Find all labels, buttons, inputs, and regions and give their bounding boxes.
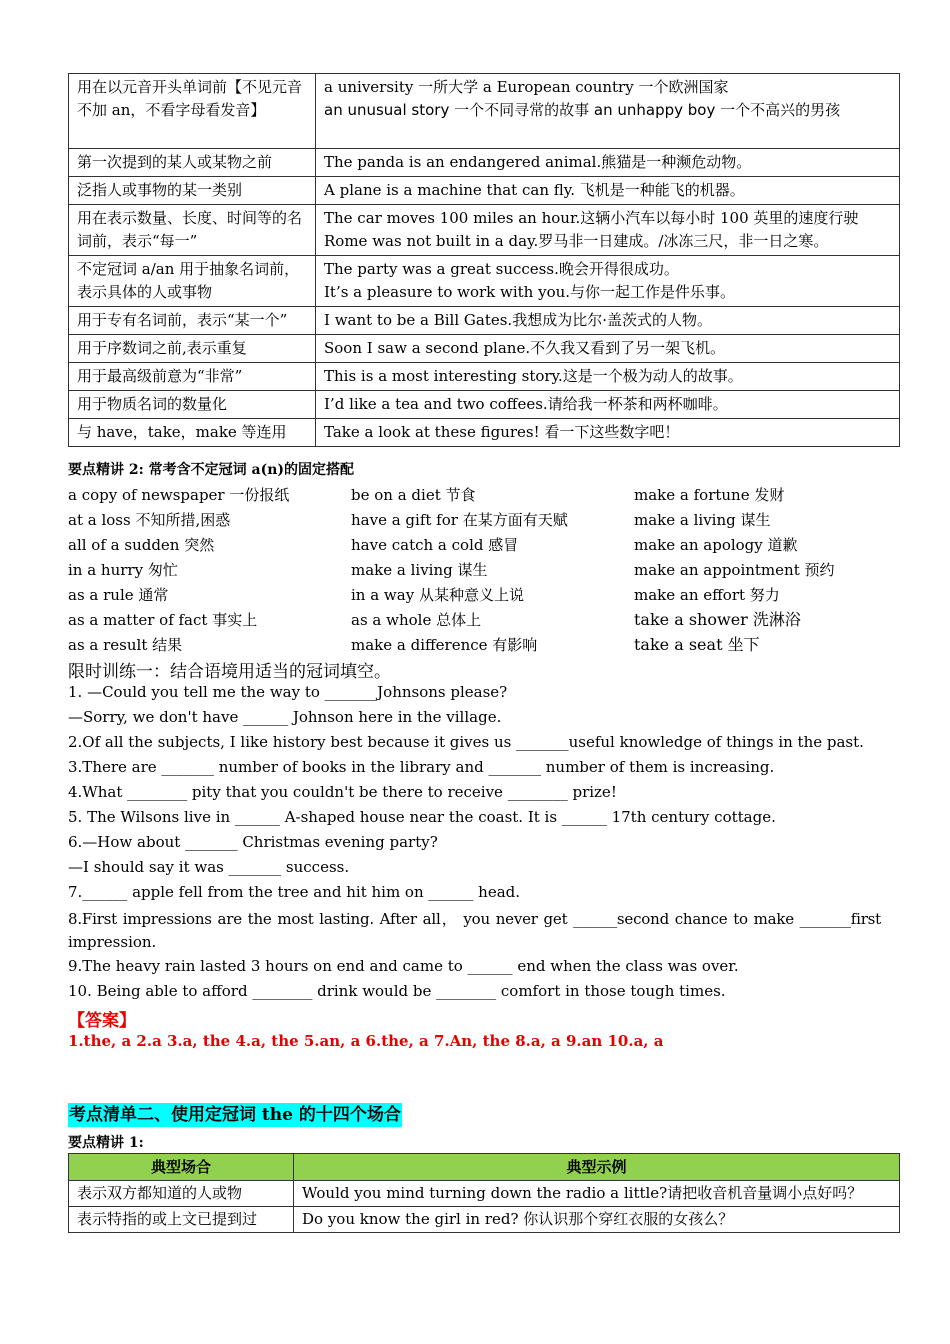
phrase-item: a copy of newspaper 一份报纸 bbox=[68, 486, 290, 504]
phrase-item: have a gift for 在某方面有天赋 bbox=[351, 511, 568, 529]
phrase-item: as a matter of fact 事实上 bbox=[68, 611, 258, 629]
example-cell: A plane is a machine that can fly. 飞机是一种能飞的机器。 bbox=[316, 177, 900, 205]
example-cell: Take a look at these figures! 看一下这些数字吧！ bbox=[316, 419, 900, 447]
phrase-item: take a shower 洗淋浴 bbox=[634, 610, 801, 629]
example-line: a university 一所大学 a European country 一个欧洲国家 bbox=[324, 78, 729, 96]
example-cell: I want to be a Bill Gates.我想成为比尔·盖茨式的人物。 bbox=[316, 307, 900, 335]
answer-label: 【答案】 bbox=[68, 1011, 136, 1031]
phrase-item: be on a diet 节食 bbox=[351, 486, 476, 504]
example-cell bbox=[316, 256, 900, 307]
usage-cell: 泛指人或事物的某一类别 bbox=[69, 177, 316, 205]
exercise-line: 6.—How about _______ Christmas evening party? bbox=[68, 833, 438, 851]
phrase-item: make a fortune 发财 bbox=[634, 486, 785, 504]
exercise-line: 7.______ apple fell from the tree and hit him on ______ head. bbox=[68, 883, 521, 901]
phrase-item: make an appointment 预约 bbox=[634, 561, 835, 579]
phrase-item: as a result 结果 bbox=[68, 636, 183, 654]
phrase-item: have catch a cold 感冒 bbox=[351, 536, 519, 554]
exercise-line: 10. Being able to afford ________ drink would be ________ comfort in those tough times. bbox=[68, 982, 726, 1000]
usage-cell: 用于物质名词的数量化 bbox=[69, 391, 316, 419]
section-heading: 要点精讲 2: 常考含不定冠词 a(n)的固定搭配 bbox=[68, 462, 355, 478]
table-cell: Do you know the girl in red? 你认识那个穿红衣服的女孩么？ bbox=[294, 1207, 900, 1233]
example-cell: This is a most interesting story.这是一个极为动人的故事。 bbox=[316, 363, 900, 391]
phrase-item: take a seat 坐下 bbox=[634, 635, 760, 654]
example-cell: Soon I saw a second plane.不久我又看到了另一架飞机。 bbox=[316, 335, 900, 363]
table-header: 典型示例 bbox=[294, 1154, 900, 1181]
table-cell: 表示双方都知道的人或物 bbox=[69, 1181, 294, 1207]
example-line: The party was a great success.晚会开得很成功。 bbox=[324, 260, 679, 278]
usage-cell: 与 have，take，make 等连用 bbox=[69, 419, 316, 447]
usage-cell: 用在以元音开头单词前【不见元音不加 an，不看字母看发音】 bbox=[69, 74, 316, 149]
phrase-item: as a whole 总体上 bbox=[351, 611, 482, 629]
example-cell bbox=[316, 205, 900, 256]
example-cell: I’d like a tea and two coffees.请给我一杯茶和两杯咖啡。 bbox=[316, 391, 900, 419]
phrase-item: in a way 从某种意义上说 bbox=[351, 586, 524, 604]
section2-heading: 考点清单二、使用定冠词 the 的十四个场合 bbox=[69, 1105, 401, 1125]
exercise-line: impression. bbox=[68, 933, 157, 951]
table-header: 典型场合 bbox=[69, 1154, 294, 1181]
exercise-line: 2.Of all the subjects, I like history best because it gives us _______useful knowledge of things in the past. bbox=[68, 733, 864, 751]
usage-cell: 用于专有名词前，表示“某一个” bbox=[69, 307, 316, 335]
example-line: an unusual story 一个不同寻常的故事 an unhappy boy 一个不高兴的男孩 bbox=[324, 101, 841, 119]
definite-article-table bbox=[68, 1153, 900, 1233]
table-cell: 表示特指的或上文已提到过 bbox=[69, 1207, 294, 1233]
exercise-line: 3.There are _______ number of books in the library and _______ number of them is increasing. bbox=[68, 758, 775, 776]
phrase-item: in a hurry 匆忙 bbox=[68, 561, 178, 579]
phrase-item: all of a sudden 突然 bbox=[68, 536, 215, 554]
usage-cell: 用在表示数量、长度、时间等的名词前，表示“每一” bbox=[69, 205, 316, 256]
usage-cell: 用于最高级前意为“非常” bbox=[69, 363, 316, 391]
usage-cell: 用于序数词之前,表示重复 bbox=[69, 335, 316, 363]
exercise-line: —Sorry, we don't have ______ Johnson here in the village. bbox=[68, 708, 502, 726]
example-line: It’s a pleasure to work with you.与你一起工作是件乐事。 bbox=[324, 283, 736, 301]
example-cell bbox=[316, 74, 900, 149]
exercise-title: 限时训练一：结合语境用适当的冠词填空。 bbox=[68, 662, 391, 682]
example-line: The car moves 100 miles an hour.这辆小汽车以每小时 100 英里的速度行驶 bbox=[324, 209, 859, 227]
usage-cell: 第一次提到的某人或某物之前 bbox=[69, 149, 316, 177]
article-usage-table bbox=[68, 73, 900, 447]
phrase-item: make a living 谋生 bbox=[351, 561, 488, 579]
phrase-item: at a loss 不知所措,困惑 bbox=[68, 511, 231, 529]
table-cell: Would you mind turning down the radio a little?请把收音机音量调小点好吗？ bbox=[294, 1181, 900, 1207]
usage-cell: 不定冠词 a/an 用于抽象名词前，表示具体的人或事物 bbox=[69, 256, 316, 307]
example-line: Rome was not built in a day.罗马非一日建成。/冰冻三尺，非一日之寒。 bbox=[324, 232, 829, 250]
phrase-item: make an apology 道歉 bbox=[634, 536, 798, 554]
section2-subheading: 要点精讲 1: bbox=[68, 1135, 144, 1151]
exercise-line: 8.First impressions are the most lasting. After all， you never get ______second chance to make _______first bbox=[68, 910, 881, 928]
answer-text: 1.the, a 2.a 3.a, the 4.a, the 5.an, a 6.the, a 7.An, the 8.a, a 9.an 10.a, a bbox=[68, 1032, 664, 1050]
exercise-line: 1. —Could you tell me the way to _______Johnsons please? bbox=[68, 683, 508, 701]
phrase-item: make an effort 努力 bbox=[634, 586, 780, 604]
exercise-line: 9.The heavy rain lasted 3 hours on end and came to ______ end when the class was over. bbox=[68, 957, 739, 975]
example-cell: The panda is an endangered animal.熊猫是一种濒危动物。 bbox=[316, 149, 900, 177]
phrase-item: make a difference 有影响 bbox=[351, 636, 538, 654]
phrase-item: as a rule 通常 bbox=[68, 586, 169, 604]
phrase-item: make a living 谋生 bbox=[634, 511, 771, 529]
exercise-line: —I should say it was _______ success. bbox=[68, 858, 350, 876]
exercise-line: 4.What ________ pity that you couldn't be there to receive ________ prize! bbox=[68, 783, 617, 801]
exercise-line: 5. The Wilsons live in ______ A-shaped house near the coast. It is ______ 17th century cottage. bbox=[68, 808, 776, 826]
